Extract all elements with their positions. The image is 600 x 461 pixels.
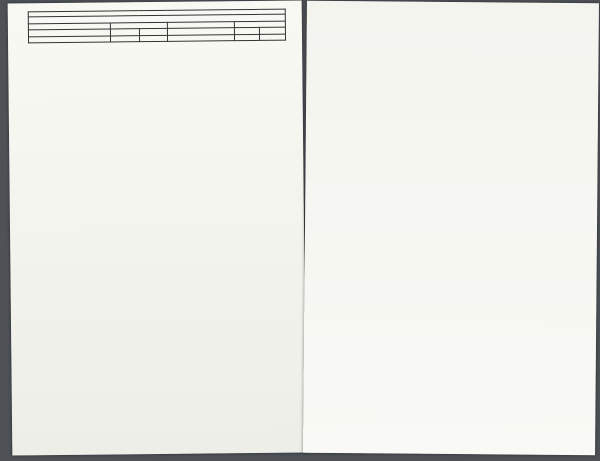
age-6-11-brutto [234, 34, 260, 41]
age-6-10 [111, 35, 139, 42]
menu-table-week2 [28, 9, 286, 44]
left-page [8, 0, 307, 455]
menu-table-continued [323, 11, 585, 13]
age-11-18-brutto [260, 34, 286, 41]
right-page [303, 1, 599, 456]
age-11-18 [139, 35, 167, 42]
